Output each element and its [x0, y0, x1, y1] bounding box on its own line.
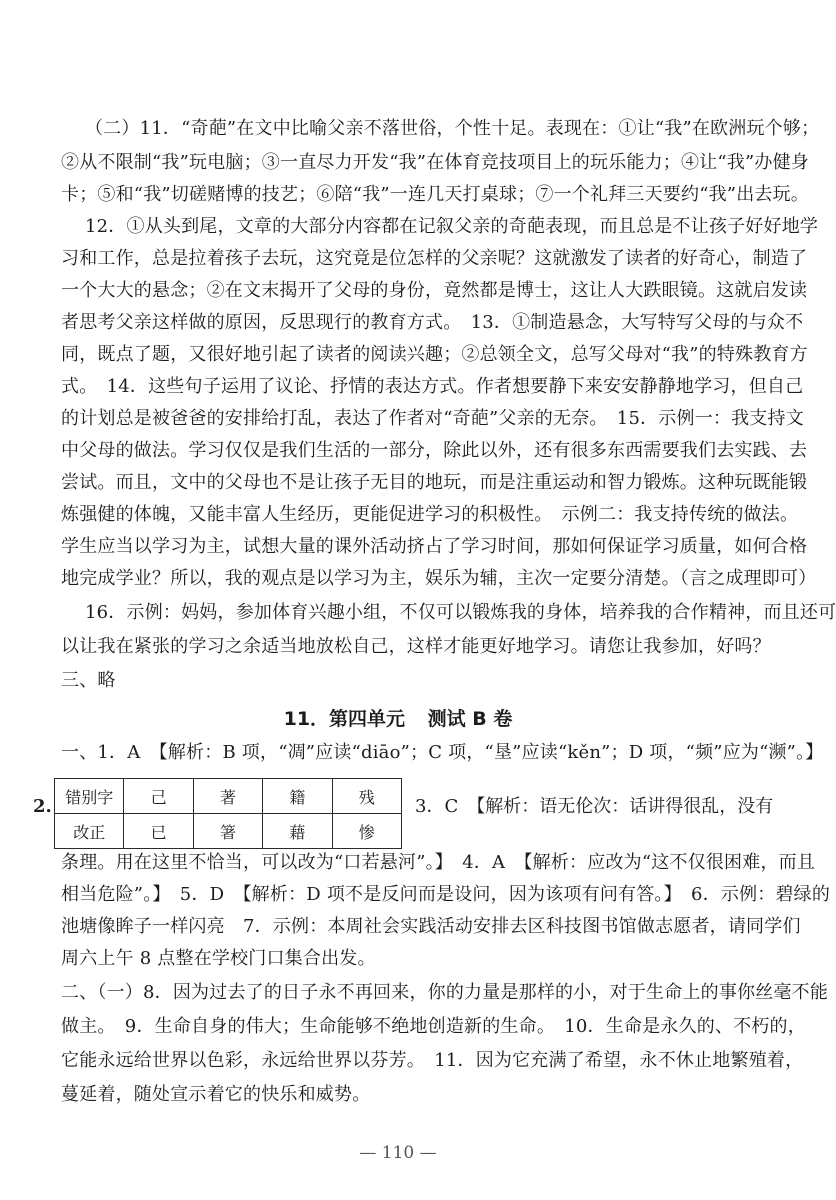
text-line: 做主。 9．生命自身的伟大；生命能够不绝地创造新的生命。 10．生命是永久的、不朽的， [61, 1016, 806, 1037]
text-line: （二）11．“奇葩”在文中比喻父亲不落世俗，个性十足。表现在：①让“我”在欧洲玩个够； [85, 118, 820, 139]
text-line: 条理。用在这里不恰当，可以改为“口若悬河”。】 4．A 【解析：应改为“这不仅很困难，而且 [61, 852, 816, 873]
table-cell: 残 [332, 779, 401, 814]
question-number: 2. [33, 796, 52, 817]
text-line: 12．①从头到尾，文章的大部分内容都在记叙父亲的奇葩表现，而且总是不让孩子好好地学 [85, 216, 819, 237]
table-cell: 己 [124, 779, 193, 814]
table-row [55, 779, 402, 814]
table-row [55, 814, 402, 849]
text-line: 3．C 【解析：语无伦次：话讲得很乱，没有 [415, 796, 774, 817]
table-cell: 箸 [193, 814, 262, 849]
text-line: 地完成学业？所以，我的观点是以学习为主，娱乐为辅，主次一定要分清楚。（言之成理即可） [61, 568, 817, 589]
text-line: 炼强健的体魄，又能丰富人生经历，更能促进学习的积极性。 示例二：我支持传统的做法。 [61, 504, 799, 525]
text-line: 中父母的做法。学习仅仅是我们生活的一部分，除此以外，还有很多东西需要我们去实践、去 [61, 440, 808, 461]
section-heading-test: 测试 B 卷 [427, 708, 513, 730]
text-line: 卡；⑤和“我”切磋赌博的技艺；⑥陪“我”一连几天打桌球；⑦一个礼拜三天要约“我”出去玩。 [61, 184, 810, 205]
text-line: 三、略 [61, 670, 116, 691]
table-header-cell: 错别字 [55, 779, 124, 814]
table-cell: 籍 [263, 779, 332, 814]
text-line: 二、（一）8．因为过去了的日子永不再回来，你的力量是那样的小，对于生命上的事你丝毫不能 [61, 982, 829, 1003]
typo-correction-table [54, 778, 402, 849]
text-line: ②从不限制“我”玩电脑；③一直尽力开发“我”在体育竞技项目上的玩乐能力；④让“我”办健身 [61, 152, 810, 173]
text-line: 同，既点了题，又很好地引起了读者的阅读兴趣；②总领全文，总写父母对“我”的特殊教育方 [61, 344, 808, 365]
table-cell: 著 [193, 779, 262, 814]
table-cell: 已 [124, 814, 193, 849]
text-line: 学生应当以学习为主，试想大量的课外活动挤占了学习时间，那如何保证学习质量，如何合格 [61, 536, 808, 557]
text-line: 者思考父亲这样做的原因，反思现行的教育方式。 13．①制造悬念，大写特写父母的与众不 [61, 312, 804, 333]
section-heading [0, 707, 796, 731]
text-line: 蔓延着，随处宣示着它的快乐和威势。 [61, 1084, 371, 1105]
text-line: 相当危险”。】 5．D 【解析：D 项不是反问而是设问，因为该项有问有答。】 6．示例：碧绿的 [61, 884, 831, 905]
text-line: 尝试。而且，文中的父母也不是让孩子无目的地玩，而是注重运动和智力锻炼。这种玩既能锻 [61, 472, 808, 493]
text-line: 一、1．A 【解析：B 项，“凋”应读“diāo”；C 项，“垦”应读“kěn”；D 项，“频”应为“濒”。】 [61, 742, 824, 763]
table-cell: 惨 [332, 814, 401, 849]
table-header-cell: 改正 [55, 814, 124, 849]
text-line: 式。 14．这些句子运用了议论、抒情的表达方式。作者想要静下来安安静静地学习，但自己 [61, 376, 804, 397]
text-line: 周六上午 8 点整在学校门口集合出发。 [61, 948, 376, 969]
section-heading-unit: 11．第四单元 [283, 708, 406, 730]
text-line: 一个大大的悬念；②在文末揭开了父母的身份，竟然都是博士，这让人大跌眼镜。这就启发读 [61, 280, 808, 301]
text-line: 池塘像眸子一样闪亮 7．示例：本周社会实践活动安排去区科技图书馆做志愿者，请同学们 [61, 916, 801, 937]
page-number: — 110 — [359, 1143, 437, 1163]
text-line: 它能永远给世界以色彩，永远给世界以芬芳。 11．因为它充满了希望，永不休止地繁殖着， [61, 1050, 804, 1071]
text-line: 16．示例：妈妈，参加体育兴趣小组，不仅可以锻炼我的身体，培养我的合作精神，而且还可 [85, 602, 836, 623]
text-line: 的计划总是被爸爸的安排给打乱，表达了作者对“奇葩”父亲的无奈。 15．示例一：我支持文 [61, 408, 804, 429]
text-line: 以让我在紧张的学习之余适当地放松自己，这样才能更好地学习。请您让我参加，好吗？ [61, 636, 771, 657]
text-line: 习和工作，总是拉着孩子去玩，这究竟是位怎样的父亲呢？这就激发了读者的好奇心，制造了 [61, 248, 808, 269]
table-cell: 藉 [263, 814, 332, 849]
